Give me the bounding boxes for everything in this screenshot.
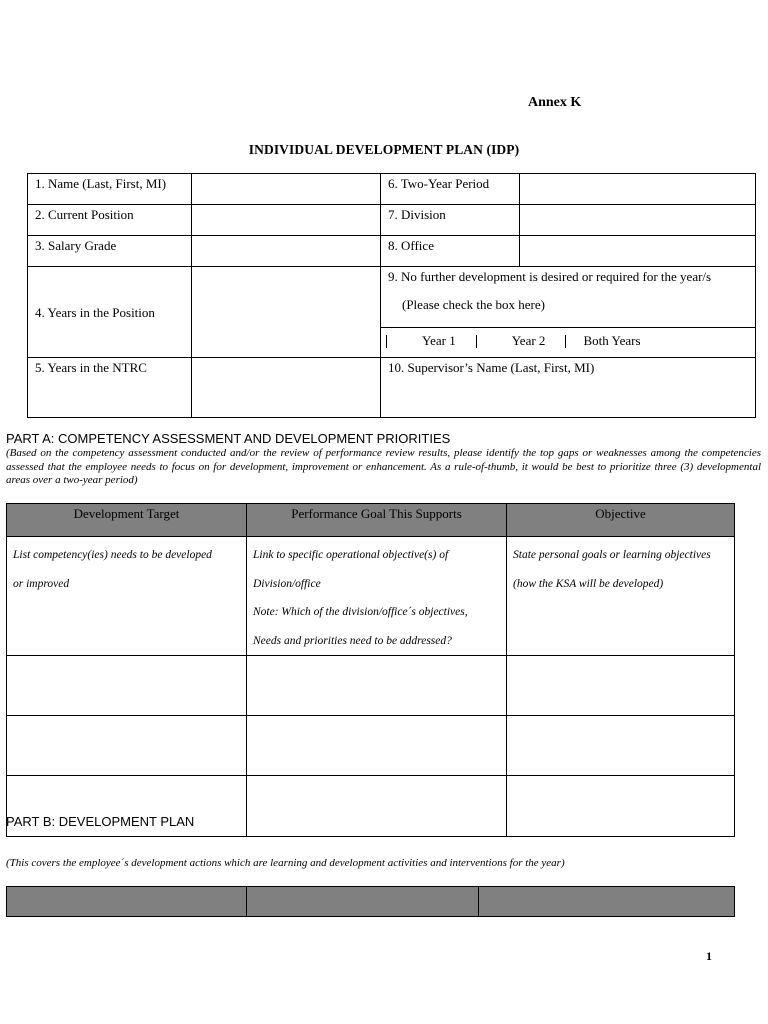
objective-cell[interactable]: [507, 776, 735, 837]
position-label: 2. Current Position: [28, 205, 192, 236]
guide-performance-goal[interactable]: [247, 537, 507, 656]
guide-text: State personal goals or learning objectives: [513, 549, 711, 561]
guide-objective[interactable]: [507, 537, 735, 656]
table-row: [7, 656, 735, 716]
years-ntrc-field[interactable]: [192, 358, 381, 418]
division-field[interactable]: [520, 205, 756, 236]
year1-label: Year 1: [422, 333, 456, 348]
period-field[interactable]: [520, 174, 756, 205]
objective-cell[interactable]: [507, 656, 735, 716]
plan-header-cell: [479, 887, 735, 917]
year1-checkbox[interactable]: [386, 335, 390, 348]
guide-text: or improved: [13, 577, 70, 590]
objective-cell[interactable]: [507, 716, 735, 776]
part-a-title: PART A: COMPETENCY ASSESSMENT AND DEVELOPMENT PRIORITIES: [6, 431, 451, 446]
annex-label: Annex K: [528, 95, 582, 110]
check-note: (Please check the box here): [402, 297, 545, 312]
division-label: 7. Division: [381, 205, 520, 236]
both-years-checkbox[interactable]: [565, 335, 569, 348]
part-b-note: (This covers the employee´s development actions which are learning and development activities and interventions for the year): [6, 857, 565, 869]
guide-text: List competency(ies) needs to be developed: [13, 549, 212, 561]
years-ntrc-label: 5. Years in the NTRC: [28, 358, 192, 418]
header-performance-goal: Performance Goal This Supports: [247, 504, 507, 537]
guide-text: Link to specific operational objective(s) of: [253, 549, 449, 561]
page-number: 1: [706, 949, 712, 963]
part-b-title: PART B: DEVELOPMENT PLAN: [6, 814, 195, 829]
position-field[interactable]: [192, 205, 381, 236]
table-row: [7, 716, 735, 776]
plan-header-cell: [7, 887, 247, 917]
development-target-cell[interactable]: [7, 656, 247, 716]
name-label: 1. Name (Last, First, MI): [28, 174, 192, 205]
part-a-note: (Based on the competency assessment conducted and/or the review of performance review results, please identify the top gaps or weaknesses among the competencies assessed that the employee needs to focus on for development, improvement or enhancement. As a rule-of-thumb, it would be best to prioritize three (3) developmental areas over a two-year period): [6, 447, 761, 486]
guide-text: (how the KSA will be developed): [513, 577, 664, 590]
guide-text: Needs and priorities need to be addressed?: [253, 634, 452, 647]
year2-checkbox[interactable]: [476, 335, 480, 348]
header-development-target: Development Target: [7, 504, 247, 537]
years-position-field[interactable]: [192, 267, 381, 358]
no-development-label: 9. No further development is desired or required for the year/s: [388, 269, 712, 284]
office-label: 8. Office: [381, 236, 520, 267]
development-target-cell[interactable]: [7, 716, 247, 776]
development-priorities-table: [6, 503, 735, 837]
salary-grade-label: 3. Salary Grade: [28, 236, 192, 267]
document-title: INDIVIDUAL DEVELOPMENT PLAN (IDP): [248, 142, 520, 157]
performance-goal-cell[interactable]: [247, 716, 507, 776]
development-plan-table: [6, 886, 735, 917]
header-objective: Objective: [507, 504, 735, 537]
guide-development-target[interactable]: [7, 537, 247, 656]
office-field[interactable]: [520, 236, 756, 267]
performance-goal-cell[interactable]: [247, 656, 507, 716]
salary-grade-field[interactable]: [192, 236, 381, 267]
guide-text: Note: Which of the division/office´s objectives,: [253, 606, 468, 618]
supervisor-label: 10. Supervisor’s Name (Last, First, MI): [381, 358, 756, 418]
years-position-label: 4. Years in the Position: [35, 305, 155, 320]
name-field[interactable]: [192, 174, 381, 205]
plan-header-cell: [247, 887, 479, 917]
both-years-label: Both Years: [583, 333, 641, 348]
guide-text: Division/office: [253, 577, 321, 590]
performance-goal-cell[interactable]: [247, 776, 507, 837]
year2-label: Year 2: [511, 333, 546, 348]
period-label: 6. Two-Year Period: [381, 174, 520, 205]
year-checkboxes: [381, 327, 755, 354]
employee-info-table: [27, 173, 756, 418]
